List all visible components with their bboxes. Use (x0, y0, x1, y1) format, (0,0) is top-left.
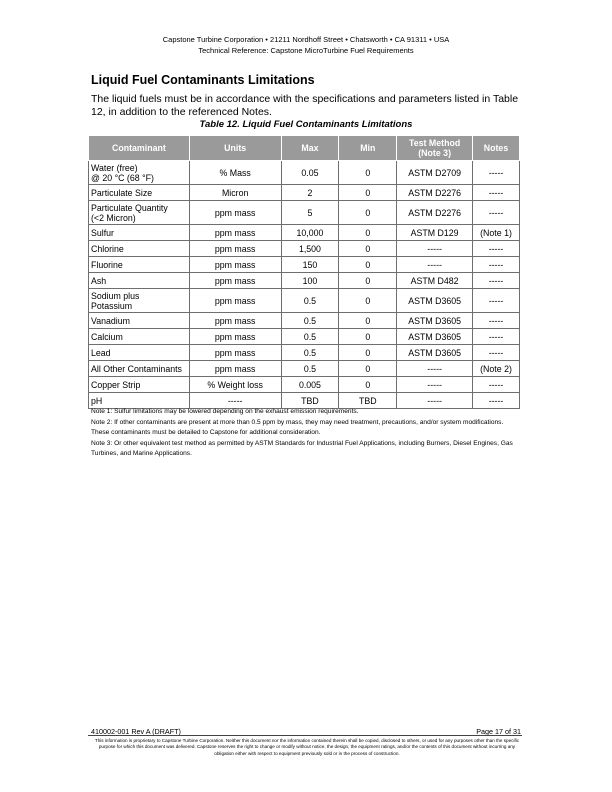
contaminant-line: pH (91, 395, 103, 406)
table-row (89, 241, 520, 257)
note-1: Note 1: Sulfur limitations may be lowered depending on the exhaust emission requirements. (91, 408, 359, 415)
cell-contaminant (89, 361, 190, 377)
test-method-label: Test Method (409, 138, 461, 148)
cell-units: ppm mass (189, 289, 281, 313)
cell-contaminant (89, 377, 190, 393)
cell-test-method: ----- (397, 377, 473, 393)
table-body (89, 161, 520, 409)
cell-min: 0 (339, 289, 397, 313)
table-row (89, 273, 520, 289)
cell-contaminant (89, 273, 190, 289)
cell-contaminant (89, 241, 190, 257)
cell-max: 0.5 (281, 289, 339, 313)
cell-min: 0 (339, 161, 397, 185)
cell-test-method: ----- (397, 257, 473, 273)
col-header-notes: Notes (473, 136, 520, 161)
cell-max: 0.05 (281, 161, 339, 185)
cell-contaminant (89, 257, 190, 273)
cell-test-method: ASTM D2709 (397, 161, 473, 185)
cell-notes: ----- (473, 185, 520, 201)
cell-units: ppm mass (189, 345, 281, 361)
cell-max: 1,500 (281, 241, 339, 257)
cell-notes: ----- (473, 201, 520, 225)
table-row (89, 185, 520, 201)
contaminant-line: Particulate Size (91, 187, 153, 198)
contaminant-line: All Other Contaminants (91, 363, 182, 374)
test-method-note: (Note 3) (418, 148, 451, 158)
cell-contaminant (89, 225, 190, 241)
table-header-row (89, 136, 520, 161)
contaminant-line: @ 20 °C (68 °F) (91, 172, 154, 183)
cell-test-method: ASTM D482 (397, 273, 473, 289)
cell-notes: ----- (473, 393, 520, 409)
cell-contaminant (89, 329, 190, 345)
contaminant-line: Potassium (91, 300, 133, 311)
contaminant-line: Lead (91, 347, 111, 358)
cell-min: 0 (339, 241, 397, 257)
cell-notes: ----- (473, 313, 520, 329)
cell-units: ppm mass (189, 241, 281, 257)
cell-units: ----- (189, 393, 281, 409)
cell-units: ppm mass (189, 273, 281, 289)
footer-page-number: Page 17 of 31 (476, 727, 521, 736)
cell-notes: ----- (473, 161, 520, 185)
table-row (89, 161, 520, 185)
cell-min: 0 (339, 225, 397, 241)
cell-min: 0 (339, 185, 397, 201)
cell-test-method: ASTM D3605 (397, 313, 473, 329)
contaminant-line: Water (free) (91, 162, 138, 173)
cell-min: 0 (339, 313, 397, 329)
footer-disclaimer: This information is proprietary to Capstone Turbine Corporation. Neither this document nor the information contained therein shall be copied, disclosed to others, or used for any purposes other than the specific purpose for which this document was delivered. Capstone reserves the right to change or modify without notice, the design, the equipment ratings, and/or the contents of this document without incurring any obligation either with respect to equipment previously sold or in the process of construction. (94, 738, 520, 756)
cell-contaminant (89, 185, 190, 201)
col-header-test-method (397, 136, 473, 161)
col-header-min: Min (339, 136, 397, 161)
cell-min: 0 (339, 257, 397, 273)
cell-max: 0.5 (281, 361, 339, 377)
cell-notes: ----- (473, 289, 520, 313)
cell-test-method: ASTM D3605 (397, 289, 473, 313)
contaminant-line: Chlorine (91, 243, 124, 254)
table-row (89, 329, 520, 345)
cell-units: ppm mass (189, 329, 281, 345)
table-row (89, 289, 520, 313)
header-company-line: Capstone Turbine Corporation • 21211 Nordhoff Street • Chatsworth • CA 91311 • USA (162, 35, 450, 44)
cell-contaminant (89, 201, 190, 225)
cell-units: ppm mass (189, 313, 281, 329)
cell-max: 10,000 (281, 225, 339, 241)
cell-min: 0 (339, 273, 397, 289)
cell-units: Micron (189, 185, 281, 201)
intro-paragraph: The liquid fuels must be in accordance with the specifications and parameters listed in Table 12, in addition to the referenced Notes. (91, 93, 519, 118)
cell-test-method: ----- (397, 241, 473, 257)
col-header-max: Max (281, 136, 339, 161)
cell-test-method: ASTM D2276 (397, 201, 473, 225)
cell-max: 150 (281, 257, 339, 273)
cell-contaminant (89, 161, 190, 185)
table-row (89, 313, 520, 329)
col-header-units: Units (189, 136, 281, 161)
cell-notes: ----- (473, 345, 520, 361)
cell-min: TBD (339, 393, 397, 409)
col-header-contaminant: Contaminant (89, 136, 190, 161)
notes-block (91, 407, 523, 460)
cell-notes: ----- (473, 329, 520, 345)
contaminant-line: Calcium (91, 331, 123, 342)
cell-contaminant (89, 289, 190, 313)
contaminant-line: Particulate Quantity (91, 202, 168, 213)
header-reference-line: Technical Reference: Capstone MicroTurbine Fuel Requirements (198, 46, 414, 55)
contaminant-line: Sulfur (91, 227, 114, 238)
table-row (89, 257, 520, 273)
cell-max: 0.5 (281, 329, 339, 345)
cell-test-method: ASTM D2276 (397, 185, 473, 201)
cell-notes: ----- (473, 377, 520, 393)
cell-max: 0.5 (281, 345, 339, 361)
page-header (0, 34, 612, 56)
cell-units: % Weight loss (189, 377, 281, 393)
cell-units: ppm mass (189, 257, 281, 273)
table-row (89, 377, 520, 393)
cell-min: 0 (339, 377, 397, 393)
contaminant-line: Copper Strip (91, 379, 141, 390)
cell-min: 0 (339, 201, 397, 225)
footer-doc-id: 410002-001 Rev A (DRAFT) (91, 727, 181, 736)
cell-max: 100 (281, 273, 339, 289)
cell-min: 0 (339, 361, 397, 377)
cell-min: 0 (339, 329, 397, 345)
cell-notes: ----- (473, 273, 520, 289)
cell-max: TBD (281, 393, 339, 409)
section-title: Liquid Fuel Contaminants Limitations (91, 73, 315, 87)
table-caption: Table 12. Liquid Fuel Contaminants Limitations (199, 119, 413, 130)
contaminant-line: Ash (91, 275, 107, 286)
cell-notes: ----- (473, 257, 520, 273)
table-row (89, 225, 520, 241)
contaminant-line: Vanadium (91, 315, 130, 326)
cell-units: ppm mass (189, 361, 281, 377)
cell-units: ppm mass (189, 201, 281, 225)
contaminant-line: Fluorine (91, 259, 123, 270)
cell-min: 0 (339, 345, 397, 361)
contaminant-line: (<2 Micron) (91, 212, 136, 223)
cell-max: 5 (281, 201, 339, 225)
cell-units: % Mass (189, 161, 281, 185)
contaminant-line: Sodium plus (91, 290, 140, 301)
cell-units: ppm mass (189, 225, 281, 241)
cell-test-method: ----- (397, 361, 473, 377)
cell-notes: ----- (473, 241, 520, 257)
cell-test-method: ASTM D3605 (397, 345, 473, 361)
contaminants-table (88, 135, 520, 409)
table-row (89, 361, 520, 377)
cell-test-method: ----- (397, 393, 473, 409)
cell-max: 0.005 (281, 377, 339, 393)
cell-max: 2 (281, 185, 339, 201)
cell-max: 0.5 (281, 313, 339, 329)
cell-contaminant (89, 313, 190, 329)
footer-divider (88, 735, 522, 736)
cell-contaminant (89, 345, 190, 361)
table-row (89, 201, 520, 225)
note-2: Note 2: If other contaminants are present at more than 0.5 ppm by mass, they may need treatment, precautions, and/or system modifications. These contaminants must be detailed to Capstone for additional consideration. (91, 419, 504, 436)
cell-notes: (Note 2) (473, 361, 520, 377)
cell-notes: (Note 1) (473, 225, 520, 241)
note-3: Note 3: Or other equivalent test method as permitted by ASTM Standards for Industrial Fuel Applications, including Burners, Diesel Engines, Gas Turbines, and Marine Applications. (91, 440, 513, 457)
table-row (89, 345, 520, 361)
cell-test-method: ASTM D3605 (397, 329, 473, 345)
cell-test-method: ASTM D129 (397, 225, 473, 241)
